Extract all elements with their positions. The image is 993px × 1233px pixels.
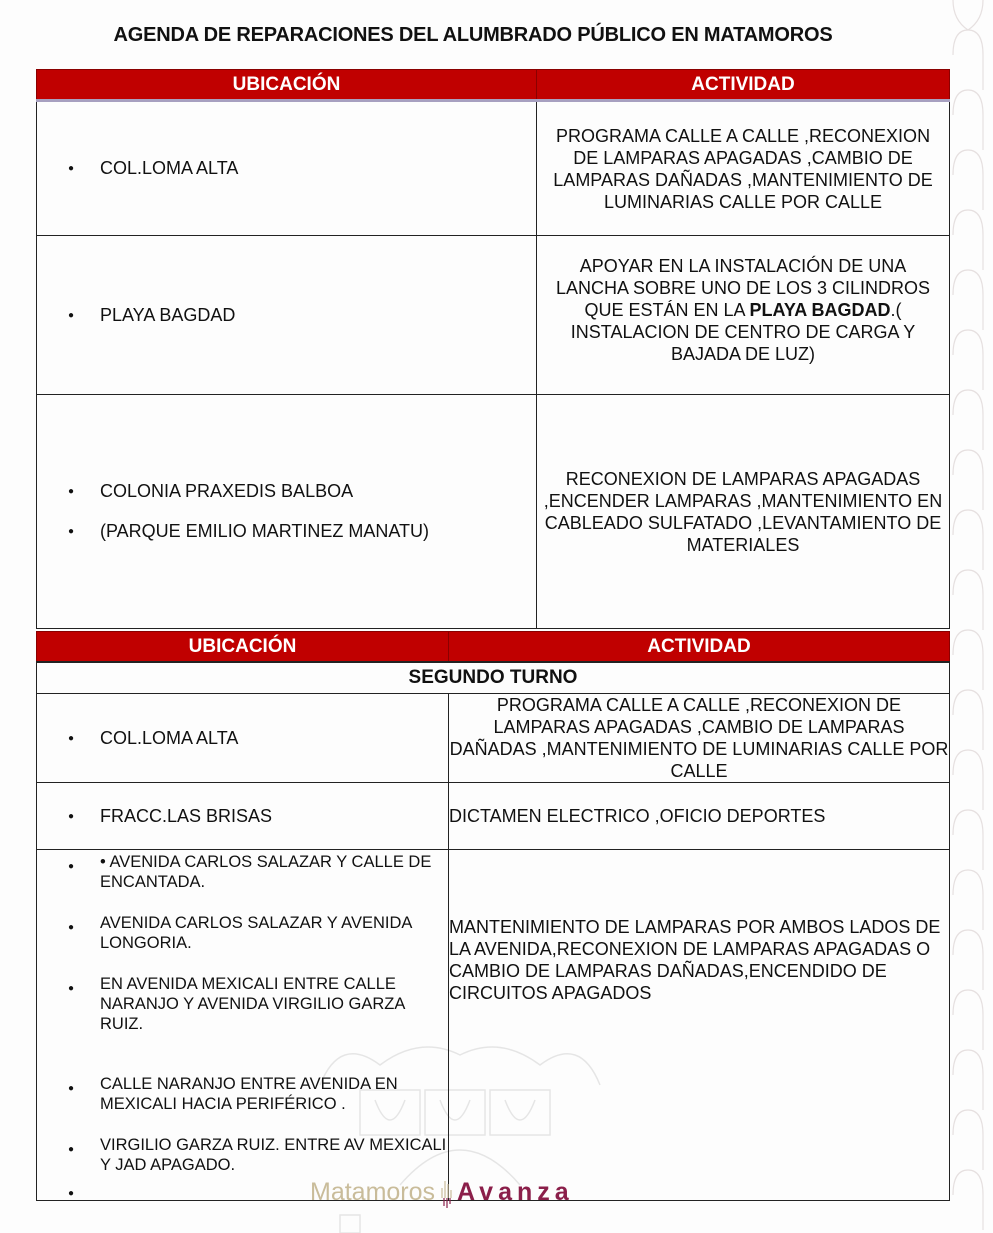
location-cell	[37, 783, 449, 850]
header-ubicacion: UBICACIÓN	[37, 632, 449, 663]
table-row	[37, 783, 950, 850]
location-item: ● • AVENIDA CARLOS SALAZAR Y CALLE DE ENCANTADA.	[100, 852, 448, 892]
location-cell	[37, 850, 449, 1201]
header-ubicacion: UBICACIÓN	[37, 70, 537, 101]
location-item: ● (PARQUE EMILIO MARTINEZ MANATU)	[100, 521, 536, 542]
location-item: ● CALLE NARANJO ENTRE AVENIDA EN MEXICALI HACIA PERIFÉRICO .	[100, 1074, 448, 1114]
logo-bars-icon	[439, 1178, 453, 1208]
activity-cell: DICTAMEN ELECTRICO ,OFICIO DEPORTES	[449, 783, 950, 850]
header-actividad: ACTIVIDAD	[537, 70, 950, 101]
header-actividad: ACTIVIDAD	[449, 632, 950, 663]
activity-text: .( INSTALACION DE CENTRO DE CARGA Y BAJADA DE LUZ)	[570, 300, 916, 364]
activity-cell: PROGRAMA CALLE A CALLE ,RECONEXION DE LAMPARAS APAGADAS ,CAMBIO DE LAMPARAS DAÑADAS ,MANTENIMIENTO DE LUMINARIAS CALLE POR CALLE	[537, 101, 950, 236]
activity-bold-text: PLAYA BAGDAD	[749, 300, 891, 320]
location-item: ● COL.LOMA ALTA	[100, 158, 536, 179]
activity-cell	[537, 236, 950, 395]
location-item: ● FRACC.LAS BRISAS	[100, 806, 448, 827]
table-header-row	[37, 70, 950, 101]
location-item: ● COLONIA PRAXEDIS BALBOA	[100, 481, 536, 502]
location-cell	[37, 236, 537, 395]
table-header-row	[37, 632, 950, 663]
logo-text-matamoros: Matamoros	[310, 1178, 436, 1206]
section-title: SEGUNDO TURNO	[37, 662, 950, 694]
table-row	[37, 236, 950, 395]
location-cell	[37, 395, 537, 629]
location-item: ● PLAYA BAGDAD	[100, 305, 536, 326]
logo-text-avanza: Avanza	[457, 1178, 574, 1206]
activity-cell: RECONEXION DE LAMPARAS APAGADAS ,ENCENDER LAMPARAS ,MANTENIMIENTO EN CABLEADO SULFATADO ,LEVANTAMIENTO DE MATERIALES	[537, 395, 950, 629]
activity-cell: MANTENIMIENTO DE LAMPARAS POR AMBOS LADOS DE LA AVENIDA,RECONEXION DE LAMPARAS APAGADAS O CAMBIO DE LAMPARAS DAÑADAS,ENCENDIDO DE CIRCUITOS APAGADOS	[449, 850, 950, 1201]
location-cell	[37, 694, 449, 783]
location-item: ● EN AVENIDA MEXICALI ENTRE CALLE NARANJO Y AVENIDA VIRGILIO GARZA RUIZ.	[100, 974, 448, 1034]
page-title: AGENDA DE REPARACIONES DEL ALUMBRADO PÚBLICO EN MATAMOROS	[113, 24, 833, 46]
location-item: ● AVENIDA CARLOS SALAZAR Y AVENIDA LONGORIA.	[100, 913, 448, 953]
table-row	[37, 101, 950, 236]
location-item: ● COL.LOMA ALTA	[100, 728, 448, 749]
activity-text: APOYAR EN LA INSTALACIÓN DE UNA LANCHA SOBRE UNO DE LOS 3 CILINDROS QUE ESTÁN EN LA	[555, 256, 931, 320]
schedule-table-2	[36, 631, 950, 1201]
decorative-pattern	[948, 0, 993, 1233]
table-row	[37, 395, 950, 629]
schedule-table-1	[36, 69, 950, 629]
section-row	[37, 662, 950, 694]
location-cell	[37, 101, 537, 236]
matamoros-avanza-logo	[310, 1178, 574, 1208]
table-row	[37, 850, 950, 1201]
table-row	[37, 694, 950, 783]
location-item: ● VIRGILIO GARZA RUIZ. ENTRE AV MEXICALI Y JAD APAGADO.	[100, 1135, 448, 1175]
activity-cell: PROGRAMA CALLE A CALLE ,RECONEXION DE LAMPARAS APAGADAS ,CAMBIO DE LAMPARAS DAÑADAS ,MANTENIMIENTO DE LUMINARIAS CALLE POR CALLE	[449, 695, 949, 781]
